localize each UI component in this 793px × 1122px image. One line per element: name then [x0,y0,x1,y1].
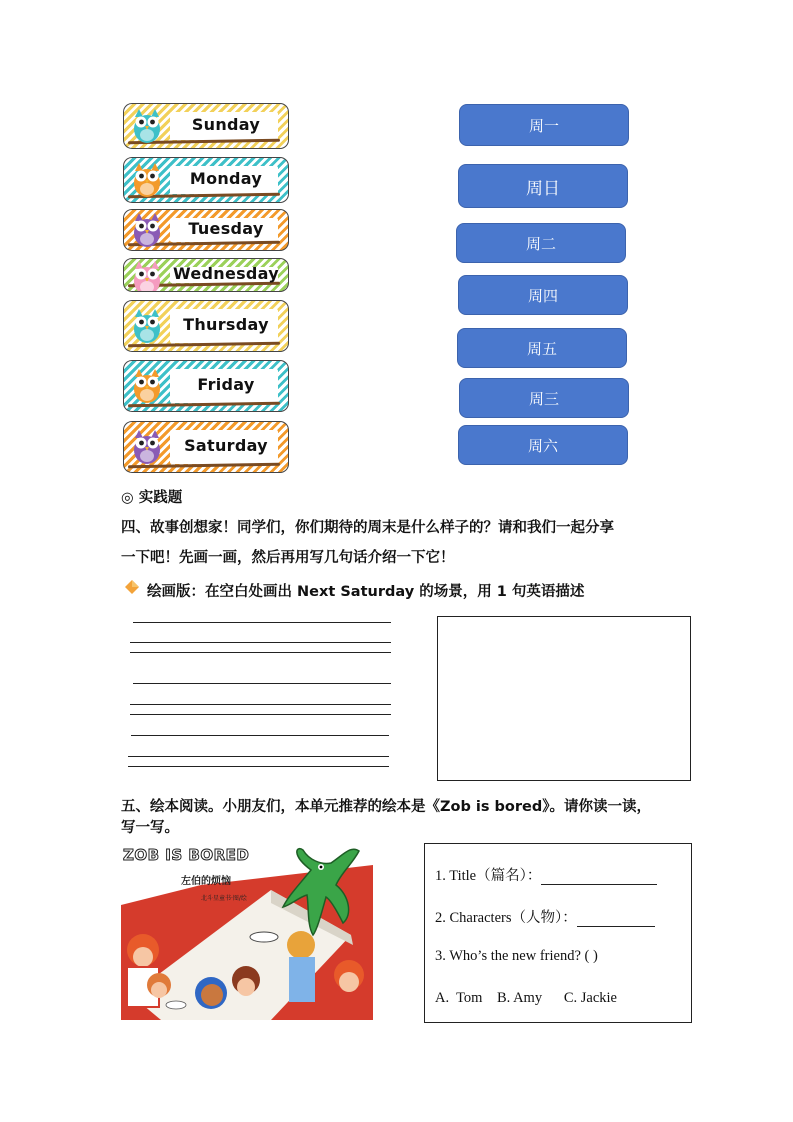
day-card-label: Wednesday [172,263,280,283]
book-cover-image [121,845,373,1020]
chinese-day-button-2[interactable]: 周日 [458,164,628,208]
owl-icon [129,259,165,292]
day-card-label: Friday [197,374,255,394]
drawing-box[interactable] [437,616,691,781]
reading-questions-box [424,843,692,1023]
title-question-label: 1. Title（篇名）： [435,868,542,884]
book-title-en: ZOB IS BORED [123,846,250,864]
chinese-day-button-5[interactable]: 周五 [457,328,627,368]
practice-heading: ◎ 实践题 [121,490,183,506]
question-4-line-1: 四、故事创想家！同学们，你们期待的周末是什么样子的？请和我们一起分享 [121,520,614,536]
chinese-day-button-3[interactable]: 周二 [456,223,626,263]
owl-icon [129,367,165,403]
day-card-tuesday [123,209,289,251]
characters-answer-blank[interactable] [577,926,655,927]
chinese-day-button-7[interactable]: 周六 [458,425,628,465]
drawing-instruction: 绘画版：在空白处画出 Next Saturday 的场景，用 1 句英语描述 [147,584,585,600]
day-card-wednesday [123,258,289,292]
owl-icon [129,107,165,143]
owl-icon [129,161,165,197]
answer-options: A. Tom B. Amy C. Jackie [435,990,617,1006]
owl-icon [129,307,165,343]
day-card-monday [123,157,289,203]
chinese-day-button-1[interactable]: 周一 [459,104,629,146]
day-card-label: Thursday [183,314,269,334]
chinese-day-button-4[interactable]: 周四 [458,275,628,315]
chinese-day-button-6[interactable]: 周三 [459,378,629,418]
title-question [435,864,657,885]
characters-question [435,906,655,927]
day-card-sunday [123,103,289,149]
day-card-saturday [123,421,289,473]
question-5-line-1: 五、绘本阅读。小朋友们，本单元推荐的绘本是《Zob is bored》。请你读一读， [121,799,652,815]
new-friend-question: 3. Who’s the new friend? ( ) [435,948,598,964]
day-card-friday [123,360,289,412]
book-title-zh: 左伯的烦恼 [181,876,231,887]
characters-question-label: 2. Characters（人物）： [435,910,577,926]
question-5-line-2: 写一写。 [121,820,179,836]
owl-icon [129,428,165,464]
day-card-label: Saturday [184,435,268,455]
title-answer-blank[interactable] [541,884,657,885]
question-4-line-2: 一下吧！先画一画，然后再用写几句话介绍一下它！ [121,550,455,566]
owl-icon [129,211,165,247]
day-card-thursday [123,300,289,352]
day-card-label: Tuesday [188,218,264,238]
diamond-bullet-icon [125,579,139,598]
day-card-label: Monday [189,168,263,188]
book-publisher: 北斗星童书·图/绘 [201,895,247,902]
day-card-label: Sunday [191,114,261,134]
